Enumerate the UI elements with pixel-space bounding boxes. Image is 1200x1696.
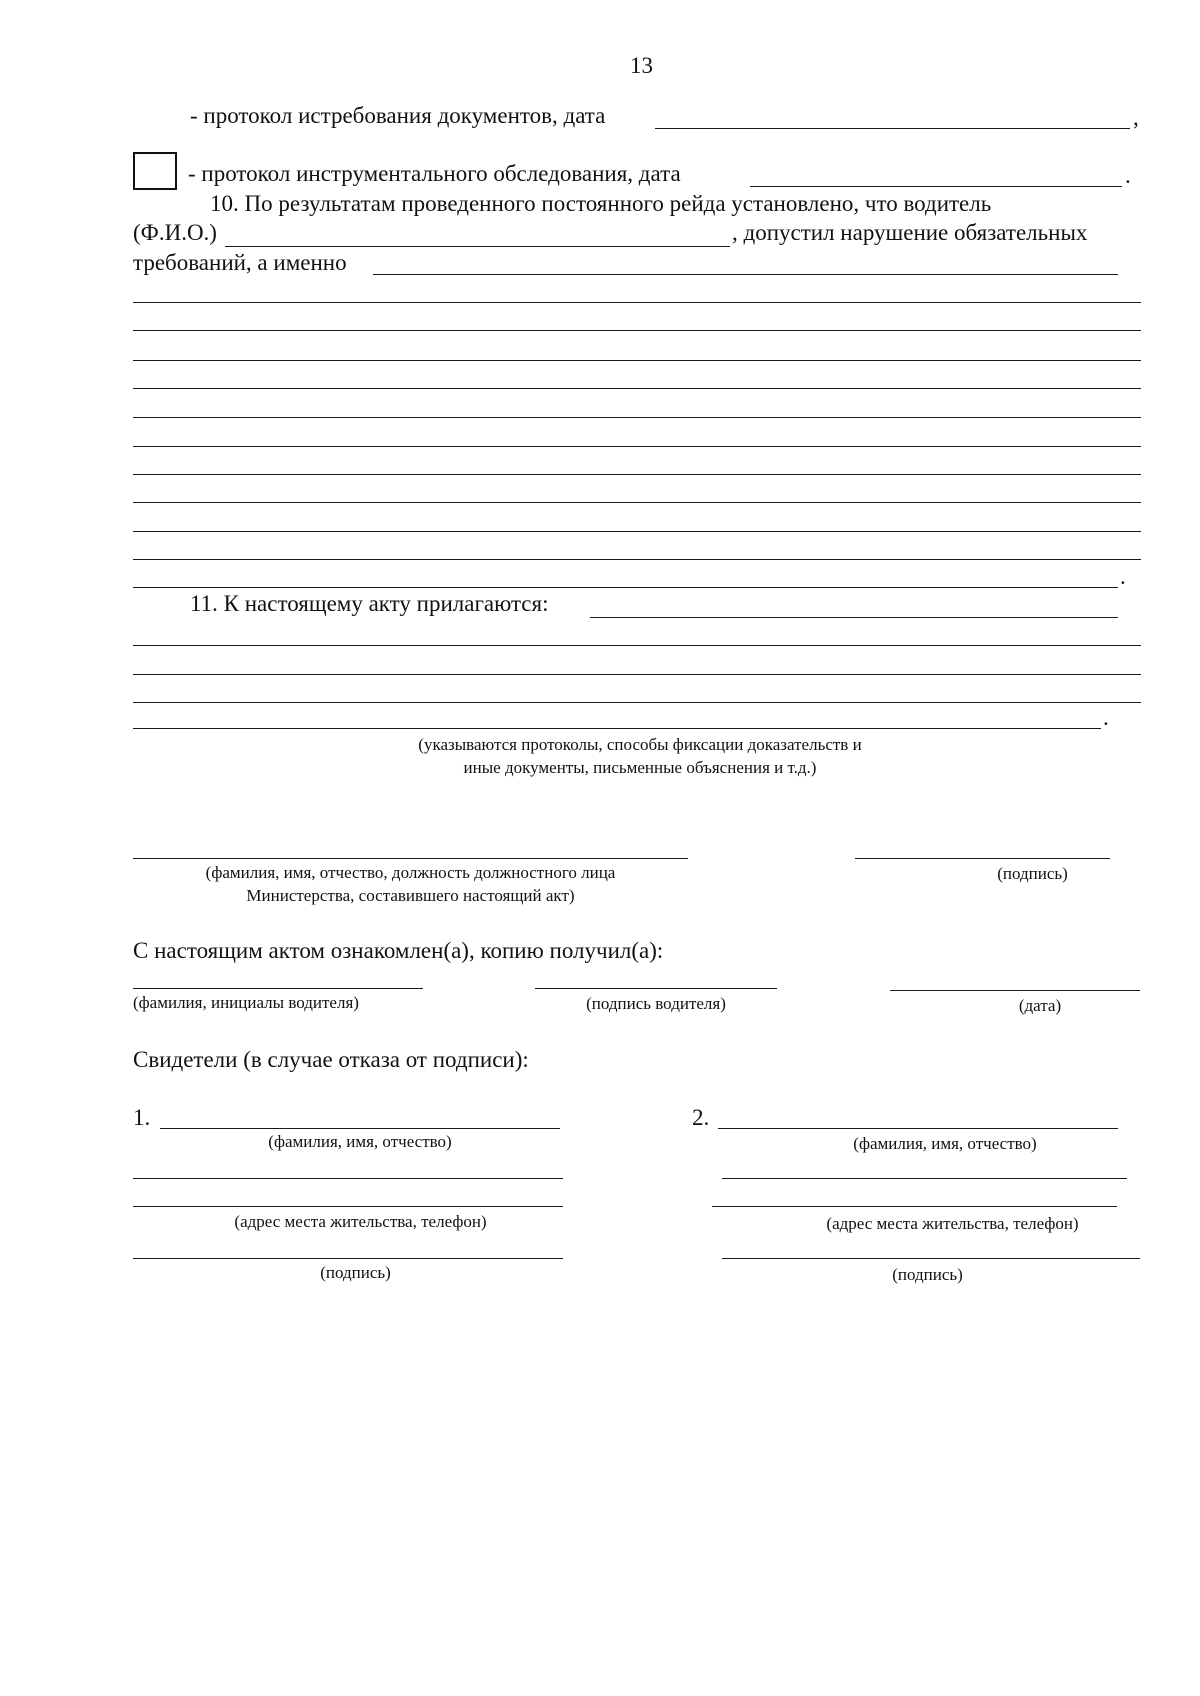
violation-line[interactable]	[133, 417, 1141, 418]
violation-line[interactable]	[133, 559, 1141, 560]
witness-2-number: 2.	[692, 1105, 710, 1130]
acquaintance-date-caption: (дата)	[1018, 996, 1062, 1015]
instrumental-protocol-period: .	[1125, 163, 1131, 188]
driver-fio-field[interactable]	[225, 246, 730, 247]
witness-1-signature-field[interactable]	[133, 1258, 563, 1259]
instrumental-protocol-date-field[interactable]	[750, 186, 1122, 187]
acquaintance-date-field[interactable]	[890, 990, 1140, 991]
driver-signature-caption: (подпись водителя)	[586, 994, 726, 1013]
driver-name-field[interactable]	[133, 988, 423, 989]
attachments-line[interactable]	[133, 674, 1141, 675]
violation-line[interactable]	[133, 388, 1141, 389]
witness-2-name-caption: (фамилия, имя, отчество)	[853, 1134, 1037, 1153]
section10-fio-label: (Ф.И.О.)	[133, 220, 217, 245]
instrumental-protocol-checkbox[interactable]	[133, 152, 177, 190]
driver-name-caption: (фамилия, инициалы водителя)	[133, 993, 359, 1012]
section11-end-period: .	[1103, 705, 1109, 730]
instrumental-protocol-label: - протокол инструментального обследования, дата	[188, 161, 681, 186]
witness-2-address-line[interactable]	[722, 1178, 1127, 1179]
witness-2-address-caption: (адрес места жительства, телефон)	[826, 1214, 1079, 1233]
violation-line[interactable]	[133, 330, 1141, 331]
driver-signature-field[interactable]	[535, 988, 777, 989]
witness-1-name-field[interactable]	[160, 1128, 560, 1129]
witnesses-heading: Свидетели (в случае отказа от подписи):	[133, 1047, 529, 1072]
violation-line[interactable]	[133, 360, 1141, 361]
acquaintance-text: С настоящим актом ознакомлен(а), копию получил(а):	[133, 938, 664, 963]
witness-2-signature-caption: (подпись)	[892, 1265, 963, 1284]
demand-protocol-comma: ,	[1133, 105, 1139, 130]
violation-line[interactable]	[133, 474, 1141, 475]
attachments-note-line1: (указываются протоколы, способы фиксации доказательств и	[418, 735, 862, 754]
demand-protocol-label: - протокол истребования документов, дата	[190, 103, 606, 128]
section10-line2-tail: , допустил нарушение обязательных	[732, 220, 1088, 245]
attachments-note-line2: иные документы, письменные объяснения и т.д.)	[463, 758, 817, 777]
official-signature-caption: (подпись)	[997, 864, 1068, 883]
witness-1-address-line[interactable]	[133, 1178, 563, 1179]
violation-line-last[interactable]	[133, 587, 1118, 588]
official-caption-line2: Министерства, составившего настоящий акт)	[246, 886, 575, 905]
violation-field-first[interactable]	[373, 274, 1118, 275]
violation-line[interactable]	[133, 446, 1141, 447]
witness-1-number: 1.	[133, 1105, 151, 1130]
demand-protocol-date-field[interactable]	[655, 128, 1130, 129]
official-signature-field[interactable]	[855, 858, 1110, 859]
violation-line[interactable]	[133, 302, 1141, 303]
violation-line[interactable]	[133, 531, 1141, 532]
attachments-field-first[interactable]	[590, 617, 1118, 618]
section10-end-period: .	[1120, 564, 1126, 589]
witness-1-address-caption: (адрес места жительства, телефон)	[234, 1212, 487, 1231]
section10-line1: 10. По результатам проведенного постоянного рейда установлено, что водитель	[210, 191, 992, 216]
witness-2-signature-field[interactable]	[722, 1258, 1140, 1259]
violation-line[interactable]	[133, 502, 1141, 503]
official-caption-line1: (фамилия, имя, отчество, должность должностного лица	[205, 863, 616, 882]
witness-1-name-caption: (фамилия, имя, отчество)	[268, 1132, 452, 1151]
attachments-line[interactable]	[133, 645, 1141, 646]
section10-line3: требований, а именно	[133, 250, 347, 275]
section11-heading: 11. К настоящему акту прилагаются:	[190, 591, 549, 616]
witness-1-address-line[interactable]	[133, 1206, 563, 1207]
page-number: 13	[630, 53, 653, 78]
witness-2-address-line[interactable]	[712, 1206, 1117, 1207]
witness-1-signature-caption: (подпись)	[320, 1263, 391, 1282]
attachments-line[interactable]	[133, 702, 1141, 703]
witness-2-name-field[interactable]	[718, 1128, 1118, 1129]
attachments-line-last[interactable]	[133, 728, 1101, 729]
official-name-field[interactable]	[133, 858, 688, 859]
